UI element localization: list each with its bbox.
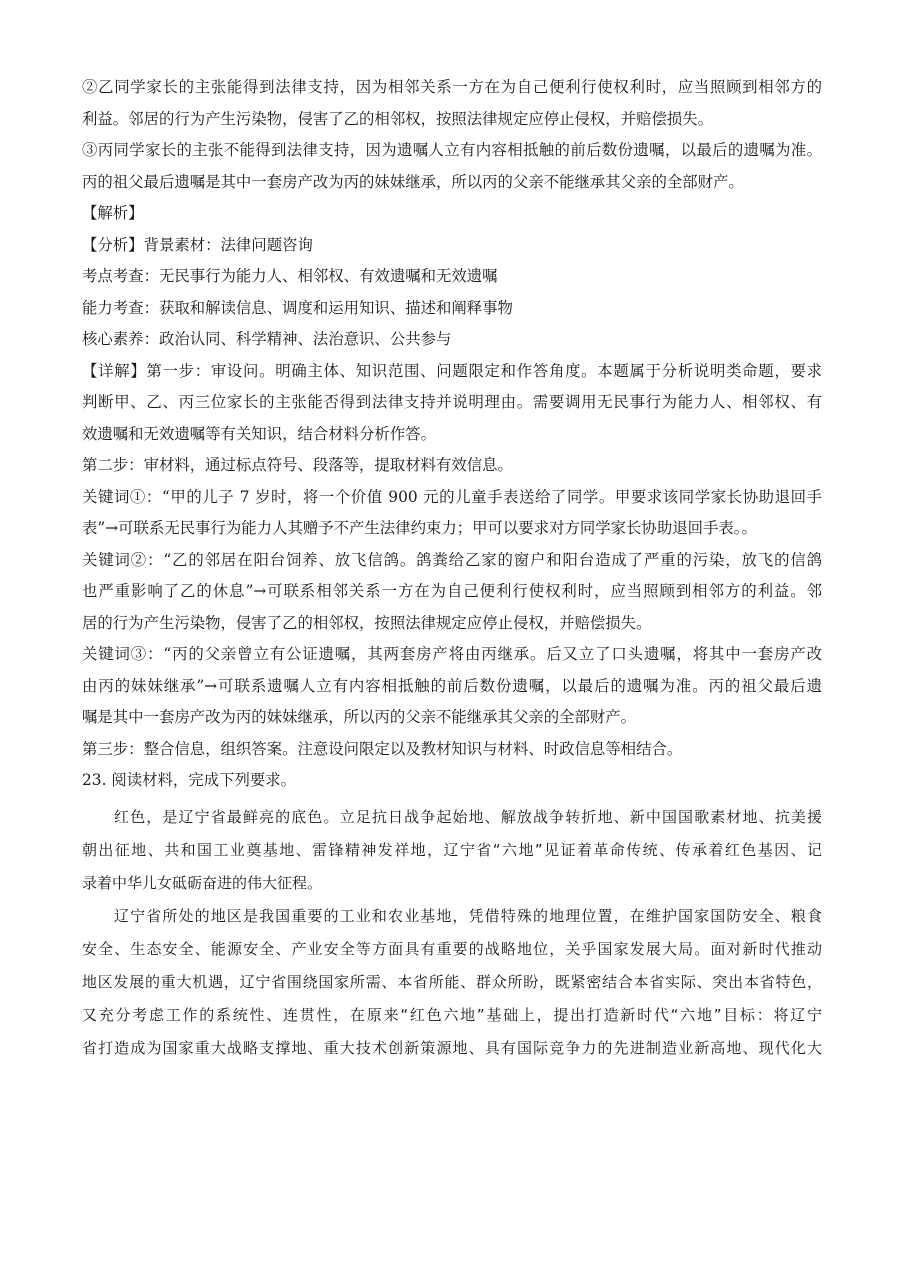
document-page [82,72,822,1065]
analysis-knowledge: 考点考查：无民事行为能力人、相邻权、有效遗嘱和无效遗嘱 [82,267,498,285]
text-line: 辽宁省所处的地区是我国重要的工业和农业基地，凭借特殊的地理位置，在维护国家国防安全、粮食 [114,906,822,925]
text-line: 效遗嘱和无效遗嘱等有关知识，结合材料分析作答。 [82,424,436,443]
material-paragraph-2 [82,900,822,1065]
detail-keyword1 [82,482,822,545]
text-line: ②乙同学家长的主张能得到法律支持，因为相邻关系一方在为自己便利行使权利时，应当照顾到相邻方的 [82,78,822,96]
detail-keyword2 [82,545,822,640]
detail-section [82,356,822,766]
detail-step3: 第三步：整合信息，组织答案。注意设问限定以及教材知识与材料、时政信息等相结合。 [82,739,683,758]
analysis-background: 【分析】背景素材：法律问题咨询 [82,235,313,254]
text-line: 地区发展的重大机遇，辽宁省围绕国家所需、本省所能、群众所盼，既紧密结合本省实际、突出本省特色， [82,972,822,991]
text-line: 【详解】第一步：审设问。明确主体、知识范围、问题限定和作答角度。本题属于分析说明类命题，要求 [82,361,822,380]
text-line: 录着中华儿女砥砺奋进的伟大征程。 [82,873,323,892]
question-23-title: 23. 阅读材料，完成下列要求。 [82,771,297,789]
answer-item-2 [82,72,822,135]
answer-item-3 [82,135,822,198]
detail-step2: 第二步：审材料，通过标点符号、段落等，提取材料有效信息。 [82,456,513,474]
analysis-header: 【解析】 [82,204,144,222]
text-line: 关键词②：“乙的邻居在阳台饲养、放飞信鸽。鸽粪给乙家的窗户和阳台造成了严重的污染，放飞的信鸽 [82,550,822,569]
text-line: 利益。邻居的行为产生污染物，侵害了乙的相邻权，按照法律规定应停止侵权，并赔偿损失。 [82,109,714,128]
text-line: 也严重影响了乙的休息”→可联系相邻关系一方在为自己便利行使权利时，应当照顾到相邻方的利益。邻 [82,582,822,600]
analysis-literacy: 核心素养：政治认同、科学精神、法治意识、公共参与 [82,330,452,348]
text-line: 表”→可联系无民事行为能力人其赠予不产生法律约束力；甲可以要求对方同学家长协助退回手表。。 [82,519,757,537]
detail-keyword3 [82,639,822,734]
text-line: 居的行为产生污染物，侵害了乙的相邻权，按照法律规定应停止侵权，并赔偿损失。 [82,613,652,632]
analysis-section [82,198,822,356]
text-line: 由丙的妹妹继承”→可联系遗嘱人立有内容相抵触的前后数份遗嘱，以最后的遗嘱为准。丙的祖父最后遗 [82,676,822,695]
analysis-ability: 能力考查：获取和解读信息、调度和运用知识、描述和阐释事物 [82,298,513,317]
text-line: 关键词①：“甲的儿子 7 岁时，将一个价值 900 元的儿童手表送给了同学。甲要求该同学家长协助退回手 [82,487,822,506]
text-line: 判断甲、乙、丙三位家长的主张能否得到法律支持并说明理由。需要调用无民事行为能力人、相邻权、有 [82,393,822,411]
text-line: ③丙同学家长的主张不能得到法律支持，因为遗嘱人立有内容相抵触的前后数份遗嘱，以最后的遗嘱为准。 [82,141,822,159]
text-line: 又充分考虑工作的系统性、连贯性，在原来“红色六地”基础上，提出打造新时代“六地”目标：将辽宁 [82,1005,822,1024]
text-line: 省打造成为国家重大战略支撑地、重大技术创新策源地、具有国际竞争力的先进制造业新高地、现代化大 [82,1038,822,1057]
question-23-material [82,801,822,1065]
material-paragraph-1 [82,801,822,900]
text-line: 关键词③：“丙的父亲曾立有公证遗嘱，其两套房产将由丙继承。后又立了口头遗嘱，将其中一套房产改 [82,645,822,663]
text-line: 丙的祖父最后遗嘱是其中一套房产改为丙的妹妹继承，所以丙的父亲不能继承其父亲的全部财产。 [82,172,744,191]
detail-step1 [82,356,822,451]
text-line: 嘱是其中一套房产改为丙的妹妹继承，所以丙的父亲不能继承其父亲的全部财产。 [82,708,637,726]
text-line: 朝出征地、共和国工业奠基地、雷锋精神发祥地，辽宁省“六地”见证着革命传统、传承着红色基因、记 [82,840,822,859]
text-line: 红色，是辽宁省最鲜亮的底色。立足抗日战争起始地、解放战争转折地、新中国国歌素材地、抗美援 [114,807,822,826]
text-line: 安全、生态安全、能源安全、产业安全等方面具有重要的战略地位，关乎国家发展大局。面对新时代推动 [82,939,822,958]
